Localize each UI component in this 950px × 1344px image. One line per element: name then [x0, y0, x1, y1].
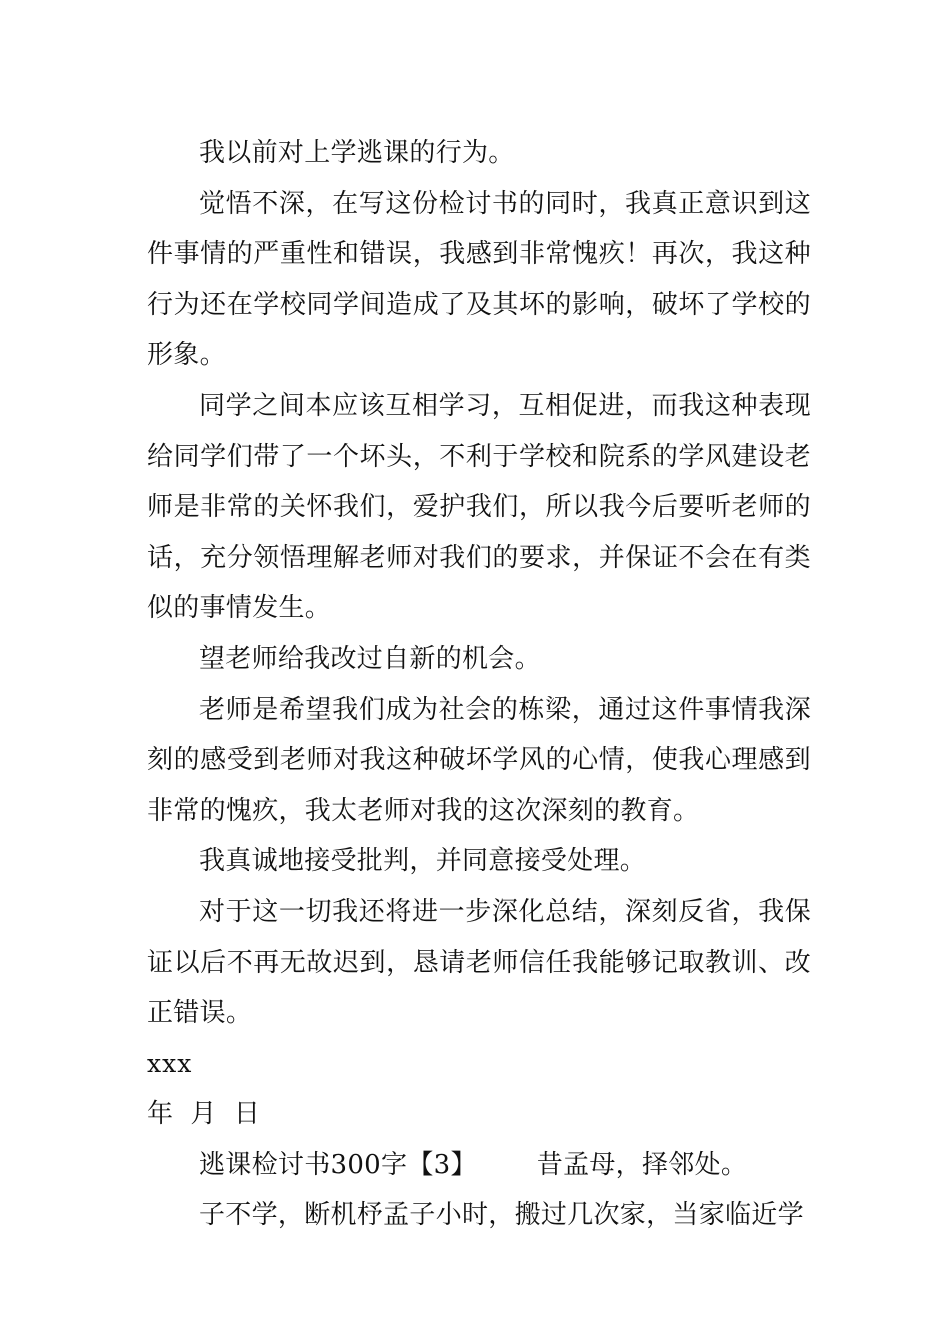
signature: xxx — [147, 1048, 193, 1078]
section-first-text: 昔孟母，择邻处。 — [536, 1149, 748, 1180]
paragraph: 我以前对上学逃课的行为。 — [199, 138, 515, 168]
document-body — [147, 128, 811, 1241]
paragraph: 望老师给我改过自新的机会。 — [199, 643, 541, 674]
section-second-line: 子不学，断机杼孟子小时，搬过几次家，当家临近学 — [199, 1200, 804, 1231]
section-heading-line — [147, 1140, 811, 1191]
paragraph: 我真诚地接受批判，并同意接受处理。 — [199, 846, 647, 877]
paragraph: 同学之间本应该互相学习，互相促进，而我这种表现给同学们带了一个坏头，不利于学校和院系的学风建设老师是非常的关怀我们，爱护我们，所以我今后要听老师的话，充分领悟理解老师对我们的要求，并保证不会在有类似的事情发生。 — [147, 390, 811, 624]
paragraph: 老师是希望我们成为社会的栋梁，通过这件事情我深刻的感受到老师对我这种破坏学风的心情，使我心理感到非常的愧疚，我太老师对我的这次深刻的教育。 — [147, 694, 811, 826]
section-title: 逃课检讨书300字【3】 — [199, 1149, 477, 1180]
paragraph: 对于这一切我还将进一步深化总结，深刻反省，我保证以后不再无故迟到，恳请老师信任我能够记取教训、改正错误。 — [147, 896, 811, 1029]
date-line: 年 月 日 — [147, 1099, 261, 1130]
paragraph: 觉悟不深，在写这份检讨书的同时，我真正意识到这件事情的严重性和错误，我感到非常愧疚！再次，我这种行为还在学校同学间造成了及其坏的影响，破坏了学校的形象。 — [147, 188, 811, 371]
